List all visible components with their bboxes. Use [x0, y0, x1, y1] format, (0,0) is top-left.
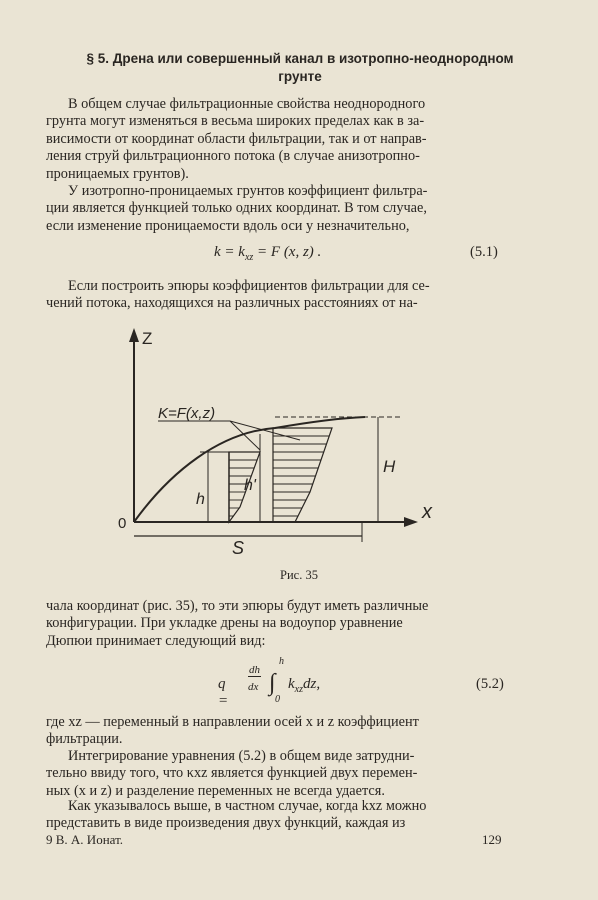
text-line: фильтрации. [46, 731, 123, 748]
text-line: ления струй фильтрационного потока (в случае анизотропно- [46, 148, 420, 165]
text-line: У изотропно-проницаемых грунтов коэффициент фильтра- [68, 183, 428, 199]
paragraph-2 [46, 183, 512, 235]
page-number: 129 [482, 832, 502, 847]
z-label: Z [142, 329, 153, 348]
paragraph-4 [46, 598, 512, 650]
label-k: K=F(x,z) [158, 405, 216, 422]
z-arrow [129, 328, 139, 342]
paragraph-3 [46, 278, 512, 313]
paragraph-6 [46, 748, 512, 800]
label-h-prime: h' [244, 477, 256, 494]
text-line: тельно ввиду того, что κxz является функцией двух перемен- [46, 765, 418, 782]
text-line: чений потока, находящихся на различных расстояниях от на- [46, 295, 418, 312]
equation-number: (5.1) [470, 244, 498, 260]
label-H: H [383, 457, 396, 476]
paragraph-7 [46, 798, 512, 833]
text-line: чала координат (рис. 35), то эти эпюры будут иметь различные [46, 598, 429, 614]
text-line: висимости от координат области фильтрации, так и от направ- [46, 130, 427, 147]
paragraph-1 [46, 96, 512, 183]
heading-line-2: грунте [278, 69, 322, 84]
x-label: x [422, 501, 432, 523]
hatch-large [273, 436, 329, 516]
paragraph-5 [46, 714, 512, 749]
text-line: представить в виде произведения двух функций, каждая из [46, 815, 406, 832]
text-line: ции является функцией только одних координат. В том случае, [46, 200, 427, 217]
equation-number: (5.2) [476, 676, 504, 692]
text-line: где xz — переменный в направлении осей x и z коэффициент [46, 714, 419, 730]
text-line: грунта могут изменяться в весьма широких пределах как в за- [46, 113, 425, 130]
figure-35 [100, 322, 460, 562]
book-page: § 5. Дрена или совершенный канал в изотропно-неоднородном грунте В общем случае фильтрационные свойства неоднородного грунта могут изменяться в весьма широких пределах как в за- висимости от координат области фильтрации, так и от направ- ления струй фильтрационного потока (в случае анизотропно- проницаемых грунтов). У изотропно-проницаемых грунтов коэффициент фильтра- ции является функцией только одних координат. В том случае, если изменение проницаемости вдоль оси y незначительно, $k = k_{xz} = F$ (x, z) . (5.1) Если построить эпюры коэффициентов фильтрации для се- чений потока, находящихся на различных расстояниях от на- Z x 0 h h' H K=F(x,z) S Рис. 35 чала координат (рис. 35), то эти эпюры будут иметь различные конфигурации. При укладке дрены на водоупор уравнение Дюпюи принимает следующий вид: q = dh dx ∫ h 0 $k_{xz}dz$, (5.2) где xz — переменный в направлении осей x и z коэффициент фильтрации. Интегрирование уравнения (5.2) в общем виде затрудни- тельно ввиду того, что κxz является функцией двух перемен- ных (x и z) и разделение переменных не всегда удается. Как указывалось выше, в частном случае, когда kxz можно представить в виде произведения двух функций, каждая из 9 В. А. Ионат. 129 [0, 0, 598, 900]
text-line: проницаемых грунтов). [46, 165, 189, 182]
text-line: Дюпюи принимает следующий вид: [46, 632, 266, 649]
text-line: Как указывалось выше, в частном случае, когда kxz можно [68, 798, 427, 814]
origin-label: 0 [118, 515, 127, 532]
text-line: конфигурации. При укладке дрены на водоупор уравнение [46, 615, 403, 632]
section-heading [40, 50, 560, 86]
equation-5-1: $k = k_{xz} = F$ (x, z) . [214, 244, 322, 263]
text-line: ных (x и z) и разделение переменных не всегда удается. [46, 782, 385, 799]
x-arrow [404, 517, 418, 527]
integral-sign: ∫ [269, 670, 276, 696]
signature-mark: 9 В. А. Ионат. [46, 832, 124, 847]
text-line: Если построить эпюры коэффициентов фильтрации для се- [68, 278, 430, 294]
label-s: S [232, 538, 245, 558]
heading-line-1: § 5. Дрена или совершенный канал в изотропно-неоднородном [86, 51, 514, 66]
text-line: Интегрирование уравнения (5.2) в общем виде затрудни- [68, 748, 415, 764]
text-line: если изменение проницаемости вдоль оси y незначительно, [46, 217, 410, 234]
text-line: В общем случае фильтрационные свойства неоднородного [68, 96, 426, 112]
figure-caption: Рис. 35 [280, 568, 318, 582]
label-h: h [196, 491, 205, 508]
